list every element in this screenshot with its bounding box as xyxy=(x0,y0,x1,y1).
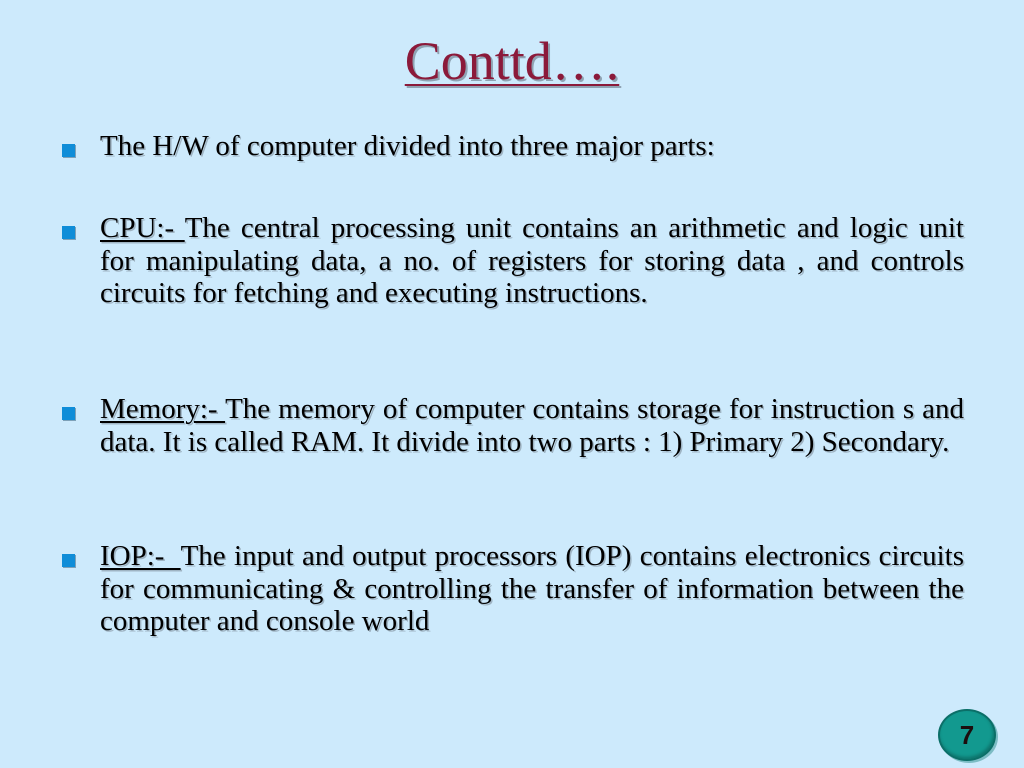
bullet-body: The central processing unit contains an arithmetic and logic unit for manipulating data, a no. of registers for storing data , and controls circuits for fetching and executing instructions. xyxy=(100,212,964,309)
square-bullet-icon xyxy=(62,144,75,157)
bullet-term: Memory:- xyxy=(100,393,226,425)
square-bullet-icon xyxy=(62,407,75,420)
bullet-text xyxy=(100,212,964,310)
bullet-text xyxy=(100,130,964,163)
bullet-text xyxy=(100,540,964,638)
bullet-body: The H/W of computer divided into three major parts: xyxy=(100,130,715,162)
bullet-term: IOP:- xyxy=(100,540,181,572)
page-number-badge xyxy=(938,709,996,761)
bullet-body: The memory of computer contains storage for instruction s and data. It is called RAM. It divide into two parts : 1) Primary 2) Secondary. xyxy=(100,393,964,458)
slide-title: Conttd…. xyxy=(404,31,620,91)
bullet-term: CPU:- xyxy=(100,212,185,244)
bullet-text xyxy=(100,393,964,458)
page-number: 7 xyxy=(959,720,975,750)
square-bullet-icon xyxy=(62,226,75,239)
square-bullet-icon xyxy=(62,554,75,567)
bullet-body: The input and output processors (IOP) contains electronics circuits for communicating & controlling the transfer of information between the computer and console world xyxy=(100,540,965,637)
